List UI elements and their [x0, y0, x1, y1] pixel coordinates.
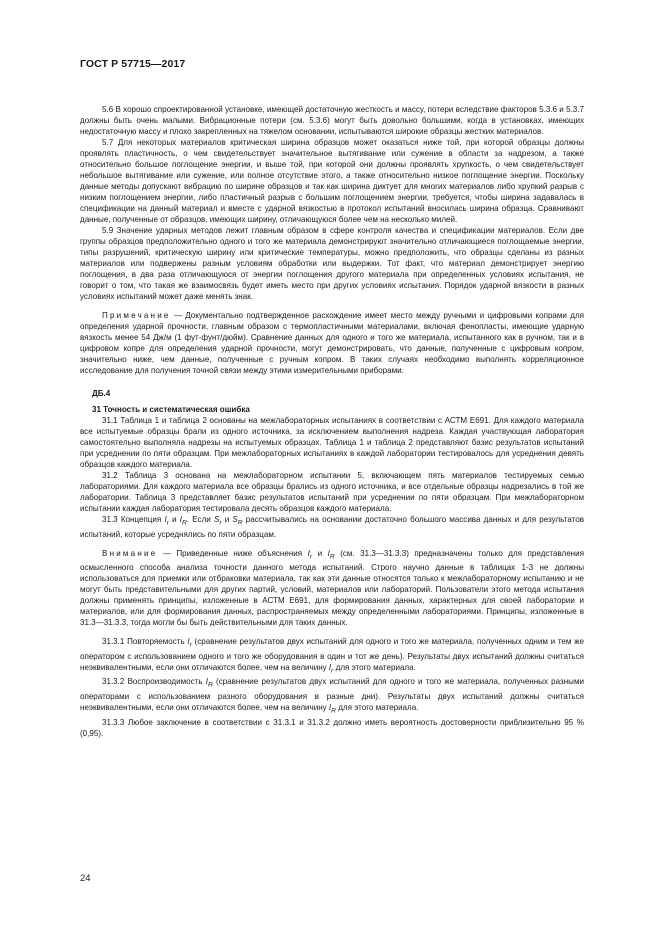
section-31-heading: 31 Точность и систематическая ошибка [92, 405, 250, 414]
symbol-iR: $I_R$ [179, 515, 187, 527]
paragraph-31-2: 31.2 Таблица 3 основана на межлабораторном испытании 5, включающем пять материалов тестируемых семью лабораториями. Для каждого материала все образцы брались из одного источника, и все отдельные образцы надрезались в той же лаборатории. Таблица 3 представляет базис результатов испытаний при усреднении по пяти образцам. При межлабораторном испытании каждая лаборатория тестировала десять образцов каждого материала. [80, 471, 584, 513]
note-paragraph-2 [80, 548, 584, 629]
paragraph-5-9: 5.9 Значение ударных методов лежит главным образом в сфере контроля качества и спецификации материалов. Если две группы образцов предположительно одного и того же материала демонстрируют значительно отличающиеся поглощаемые энергии, типы разрушений, критическую ширину или критические температуры, можно предположить, что образцы сделаны из разных материалов или подвержены разным условиям обработки или выдержки. Тот факт, что материал демонстрирует энергию поглощения, в два раза отличающуюся от энергии поглощения другого материала при определенных условиях испытания, не говорит о том, что такая же взаимосвязь будет иметь место при других условиях испытания. Порядок ударной вязкости в разных условиях испытаний может даже менять знак. [80, 226, 584, 301]
text-run: 31.3.2 Воспроизводимость [102, 677, 206, 687]
paragraph-31-3-2 [80, 676, 584, 716]
symbol-ir: $I_r$ [187, 637, 192, 649]
paragraph-31-1: 31.1 Таблица 1 и таблица 2 основаны на межлабораторных испытаниях в соответствии с АСТМ Е691. Для каждого материала все испытуемые образцы брали из одного источника, за исключением выполнения надреза. Каждая участвующая лаборатория самостоятельно выполняла надрезы на испытуемых образцах. Таблица 1 и таблица 2 представляют базис результатов испытаний при усреднении по пяти образцам. При межлабораторных испытаниях в каждой лаборатории тестировалось для усреднения девять образцов каждого материала. [80, 416, 584, 469]
text-run: и [168, 515, 180, 524]
text-run: 31.3 Концепция [102, 515, 165, 524]
text-run: и [221, 515, 233, 524]
symbol-iR: $I_R$ [205, 677, 213, 690]
note-label: Примечание [102, 311, 171, 320]
page-number: 24 [80, 873, 91, 884]
symbol-ir: $I_r$ [164, 515, 169, 527]
paragraph-31-3 [80, 514, 584, 540]
text-run: (сравнение результатов двух испытаний для одного и того же материала, полученных разными операторами с использованием разного оборудования в разные дни). Результаты двух испытаний должны считаться неэквивалентными, если они отличаются более, чем на величину [80, 677, 584, 713]
text-run: 31.3.1 Повторяемость [102, 637, 188, 647]
text-run: для этого материала. [333, 662, 416, 672]
attention-label: Внимание [102, 548, 158, 558]
paragraph-5-6: 5.6 В хорошо спроектированной установке, имеющей достаточную жесткость и массу, потери вследствие факторов 5.3.6 и 5.3.7 должны быть очень малыми. Вибрационные потери (см. 5.3.6) могут быть довольно большими, когда в установках, имеющих недостаточную массу и плохо закрепленных на тяжелом основании, испытываются широкие образцы жестких материалов. [80, 105, 584, 136]
symbol-ir: $I_r$ [328, 662, 334, 675]
document-header: ГОСТ Р 57715—2017 [80, 58, 186, 70]
document-body [80, 104, 584, 739]
text-run: (сравнение результатов двух испытаний для одного и того же материала, полученных одним и тем же оператором с использованием одного и того же оборудования в один и тот же день). Результаты двух испытаний должны считаться неэквивалентными, если они отличаются более, чем на величину [80, 637, 584, 672]
text-run: — Приведенные ниже объяснения [157, 548, 308, 558]
section-db4-heading: ДБ.4 [92, 389, 111, 398]
symbol-sr: $S_r$ [213, 515, 222, 527]
text-run: (см. 31.3—31.3.3) предназначены только для представления осмысленного способа анализа точности данного метода испытаний. Строго научно данные в таблицах 1-3 не должны использоваться для приемки или отбраковки материала, так как эти данные относятся только к межлабораторному испытанию и не могут быть представительными для других партий, условий, материалов или лабораторий. Пользователи этого метода испытания должны применять принципы, изложенные в АСТМ Е691, для формирования данных, характерных для своей лаборатории и материалов, или для формирования данных, распространяемых между определенными лабораториями. Принципы, изложенные в 31.3—31.3.3, тогда могли бы быть действительными для таких данных. [80, 548, 584, 628]
symbol-iR: $I_R$ [328, 703, 336, 715]
text-run: и [312, 548, 328, 558]
paragraph-31-3-1 [80, 636, 584, 676]
text-run: для этого материала. [336, 703, 419, 713]
paragraph-31-3-3: 31.3.3 Любое заключение в соответствии с 31.3.1 и 31.3.2 должно иметь вероятность достоверности приблизительно 95 % (0,95). [80, 717, 584, 738]
symbol-iR: $I_R$ [327, 548, 335, 561]
symbol-sR: $S_R$ [232, 515, 243, 527]
note-text: — Документально подтвержденное расхождение имеет место между ручными и цифровыми копрами для определения ударной прочности, главным образом с термопластичными материалами, включая фенопласты, имеющие ударную вязкость менее 54 Дж/м (1 фут-фунт/дюйм). Сравнение данных для одного и того же материала, испытанного как в ручном, так и в цифровом копре для определения ударной прочности, могут демонстрировать, что данные, полученные с цифровым копром, значительно ниже, чем данные, полученные с ручным копром. В таких случаях необходимо выполнять корреляционное исследование для получения точной связи между этими измерительными приборами. [80, 311, 584, 375]
text-run: . Если [186, 515, 214, 524]
note-paragraph-1 [80, 310, 584, 376]
symbol-ir: $I_r$ [307, 548, 313, 561]
text-run: рассчитывались на основании достаточно большого массива данных и для результатов испытаний, которые усреднялись по пяти образцам. [80, 515, 584, 539]
paragraph-5-7: 5.7 Для некоторых материалов критическая ширина образцов может оказаться ниже той, при которой образцы должны проявлять пластичность, о чем свидетельствует значительное вытягивание или сужение в области за надрезом, а также относительно большое поглощение энергии, и выше той, при которой они должны проявлять хрупкость, о чем свидетельствует небольшое вытягивание или сужение, или полное отсутствие этого, а также относительно низкое поглощение энергии. Поскольку данные методы допускают вибрацию по ширине образцов и так как ширина диктует для многих материалов либо хрупкий разрыв с низким поглощением энергии, либо пластичный разрыв с большим поглощением энергии, требуется, чтобы ширина задавалась в спецификации на данный материал и вместе с ударной вязкостью в протокол испытаний вносилась ширина образца. Сравнивают данные, полученные от образцов, имеющих ширину, отличающуюся более чем на несколько милей. [80, 138, 584, 224]
